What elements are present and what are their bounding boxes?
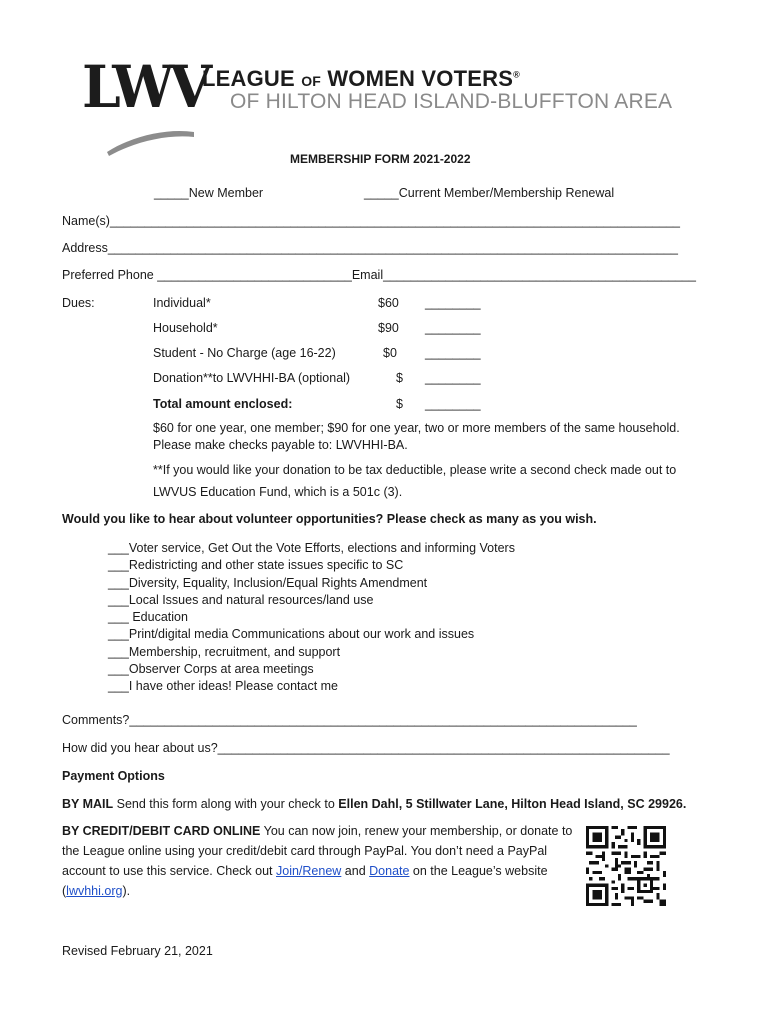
- dues-amount-student: $0: [383, 346, 397, 360]
- volunteer-item-local-issues[interactable]: ___Local Issues and natural resources/land use: [108, 592, 374, 607]
- card-text-1: You can now join, renew your membership, or donate to: [260, 824, 573, 838]
- logo-of: OF: [301, 73, 322, 89]
- logo-line2: OF HILTON HEAD ISLAND-BLUFFTON AREA: [230, 90, 673, 113]
- dues-note-2b: LWVUS Education Fund, which is a 501c (3).: [153, 485, 403, 499]
- volunteer-item-education[interactable]: ___ Education: [108, 610, 188, 625]
- form-title: MEMBERSHIP FORM 2021-2022: [290, 152, 471, 166]
- dues-name-donation: Donation**to LWVHHI-BA (optional): [153, 371, 351, 385]
- dues-blank-individual[interactable]: ________: [425, 296, 481, 310]
- mail-text: Send this form along with your check to: [113, 797, 339, 811]
- dues-note-2a: **If you would like your donation to be tax deductible, please write a second check made out to: [153, 463, 677, 477]
- pay-by-mail: [62, 797, 686, 811]
- volunteer-item-other-ideas[interactable]: ___I have other ideas! Please contact me: [108, 679, 339, 694]
- mail-label: BY MAIL: [62, 797, 114, 811]
- volunteer-item-redistricting[interactable]: ___Redistricting and other state issues specific to SC: [108, 558, 404, 573]
- registered-mark: ®: [513, 69, 520, 80]
- volunteer-question: Would you like to hear about volunteer opportunities? Please check as many as you wish.: [62, 512, 597, 526]
- dues-blank-total[interactable]: ________: [425, 397, 481, 411]
- volunteer-list: [108, 540, 515, 696]
- join-renew-link[interactable]: Join/Renew: [276, 864, 342, 878]
- dues-amount-household: $90: [378, 321, 399, 335]
- dues-note-1a: $60 for one year, one member; $90 for one year, two or more members of the same household.: [153, 421, 680, 435]
- volunteer-item-voter-service[interactable]: ___Voter service, Get Out the Vote Efforts, elections and informing Voters: [108, 541, 515, 555]
- website-link[interactable]: lwvhhi.org: [66, 884, 123, 898]
- mail-address: Ellen Dahl, 5 Stillwater Lane, Hilton Head Island, SC 29926.: [338, 797, 687, 811]
- logo-swoosh: [82, 106, 202, 156]
- logo-women-voters: WOMEN VOTERS: [321, 66, 514, 91]
- qr-code[interactable]: [586, 826, 666, 906]
- comments-field[interactable]: Comments?_________________________________________________________________________: [62, 713, 637, 727]
- dues-name-individual: Individual*: [153, 296, 211, 310]
- card-text-3b: on the League’s website: [409, 864, 548, 878]
- dues-name-student: Student - No Charge (age 16-22): [153, 346, 336, 360]
- dues-label: Dues:: [62, 296, 95, 310]
- logo-line1: [202, 66, 520, 92]
- card-close-paren: ).: [122, 884, 131, 898]
- card-label: BY CREDIT/DEBIT CARD ONLINE: [62, 824, 261, 838]
- dues-blank-student[interactable]: ________: [425, 346, 481, 360]
- dues-name-total: Total amount enclosed:: [153, 397, 293, 411]
- dues-name-household: Household*: [153, 321, 218, 335]
- volunteer-item-communications[interactable]: ___Print/digital media Communications about our work and issues: [108, 627, 475, 642]
- new-member-option[interactable]: _____New Member: [154, 186, 264, 200]
- dues-amount-individual: $60: [378, 296, 399, 310]
- card-text-3a: account to use this service. Check out: [62, 864, 276, 878]
- dues-amount-donation: $: [396, 371, 403, 385]
- volunteer-item-diversity[interactable]: ___Diversity, Equality, Inclusion/Equal Rights Amendment: [108, 575, 428, 590]
- heard-about-field[interactable]: How did you hear about us?_________________________________________________________________: [62, 741, 670, 755]
- revised-date: Revised February 21, 2021: [62, 944, 213, 958]
- volunteer-item-observer-corps[interactable]: ___Observer Corps at area meetings: [108, 662, 314, 677]
- logo-league: LEAGUE: [202, 66, 302, 91]
- current-member-option[interactable]: _____Current Member/Membership Renewal: [364, 186, 615, 200]
- dues-blank-donation[interactable]: ________: [425, 371, 481, 385]
- names-field[interactable]: Name(s)__________________________________________________________________________________: [62, 214, 680, 228]
- address-field[interactable]: Address__________________________________________________________________________________: [62, 241, 678, 255]
- donate-link[interactable]: Donate: [369, 864, 410, 878]
- pay-by-card: [62, 821, 572, 901]
- dues-amount-total: $: [396, 397, 403, 411]
- phone-email-field[interactable]: Preferred Phone ____________________________Email_____________________________________________: [62, 268, 696, 282]
- card-text-2: the League online using your credit/debit card through PayPal. You don’t need a PayPal: [62, 844, 548, 858]
- dues-blank-household[interactable]: ________: [425, 321, 481, 335]
- logo-letters: LWV: [82, 53, 208, 121]
- volunteer-item-membership[interactable]: ___Membership, recruitment, and support: [108, 644, 341, 659]
- dues-note-1b: Please make checks payable to: LWVHHI-BA.: [153, 438, 408, 452]
- card-open-paren: (: [62, 884, 67, 898]
- payment-heading: Payment Options: [62, 769, 165, 783]
- card-and: and: [341, 864, 370, 878]
- lwv-logo: [82, 53, 682, 156]
